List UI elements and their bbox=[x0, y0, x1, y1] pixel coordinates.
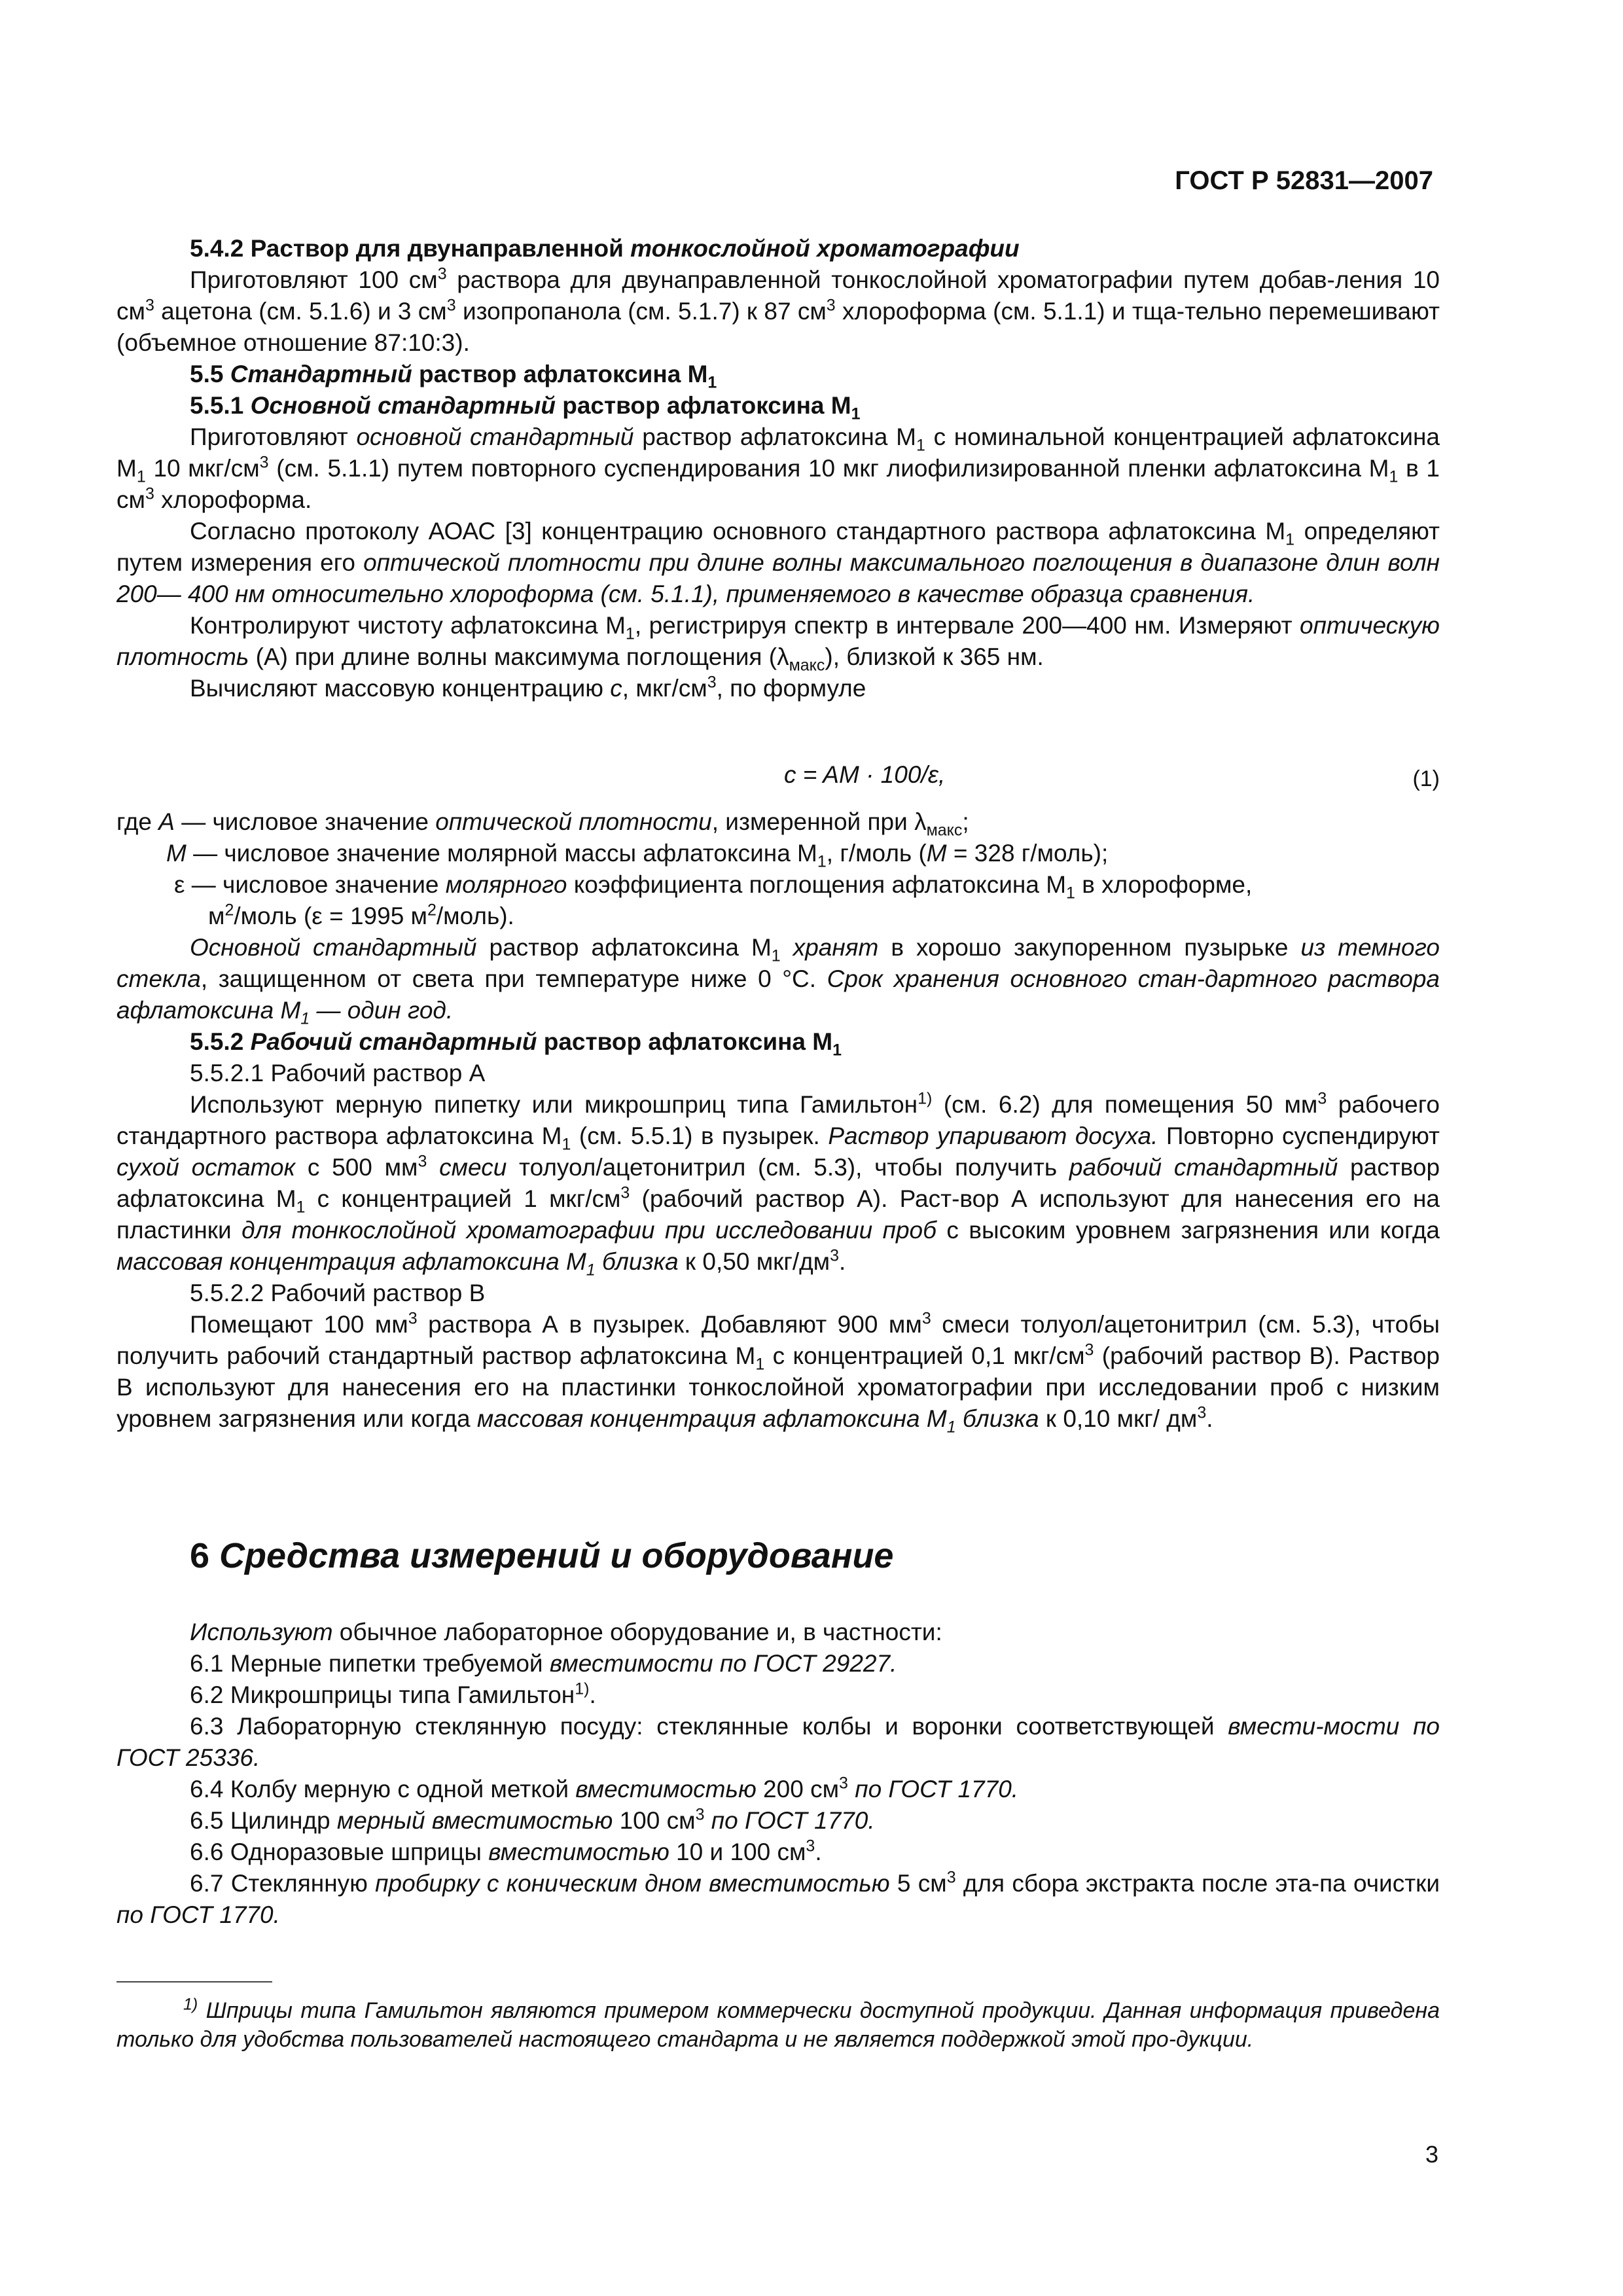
list-item: 6.7 Стеклянную пробирку с коническим дном вместимостью 5 $см^3$ для сбора экстракта после эта-па очистки по ГОСТ 1770. bbox=[116, 1868, 1440, 1928]
section-6 bbox=[116, 1617, 1440, 1931]
list-item: 6.4 Колбу мерную с одной меткой вместимостью 200 $см^3$ по ГОСТ 1770. bbox=[190, 1774, 1019, 1803]
section-heading: 5.5 Стандартный раствор афлатоксина $М_1$ bbox=[190, 361, 717, 392]
footnote: $^{1)}$ Шприцы типа Гамильтон являются примером коммерчески доступной продукции. Данная информация приведена только для удобства пользователей настоящего стандарта и не является поддержкой этой про-дукции. bbox=[116, 1995, 1440, 2052]
subsection-heading: 5.5.2.1 Рабочий раствор А bbox=[190, 1060, 486, 1086]
paragraph: Контролируют чистоту афлатоксина $М_1$, регистрируя спектр в интервале 200—400 нм. Измеряют оптическую плотность (А) при длине волны максимума поглощения $(\lambda_{макс})$, близкой к 365 нм. bbox=[116, 612, 1440, 675]
formula-expression: c = AM · 100/ε, bbox=[784, 761, 946, 788]
footnote-separator bbox=[116, 1981, 272, 1982]
paragraph: Вычисляют массовую концентрацию с, мкг/$см^3$, по формуле bbox=[190, 673, 866, 702]
legend-row-e: ε — числовое значение молярного коэффициента поглощения афлатоксина $М_1$ в хлороформе, bbox=[174, 871, 1253, 903]
list-item: 6.3 Лабораторную стеклянную посуду: стеклянные колбы и воронки соответствующей вмести-мости по ГОСТ 25336. bbox=[116, 1713, 1440, 1771]
section-heading: 5.5.1 Основной стандартный раствор афлатоксина $М_1$ bbox=[190, 392, 861, 423]
paragraph: Помещают 100 $мм^3$ раствора А в пузырек. Добавляют 900 $мм^3$ смеси толуол/ацетонитрил (см. 5.3), чтобы получить рабочий стандартный раствор афлатоксина $М_1$ с концентрацией 0,1 мкг/$см^3$ (рабочий раствор В). Раствор В используют для нанесения его на пластинки тонкослойной хроматографии при исследовании проб с низким уровнем загрязнения или когда массовая концентрация афлатоксина $М_1$ близка к 0,10 мкг/ $дм^3$. bbox=[116, 1309, 1440, 1437]
list-item: 6.1 Мерные пипетки требуемой вместимости по ГОСТ 29227. bbox=[190, 1650, 897, 1677]
paragraph: Согласно протоколу АОАС [3] концентрацию основного стандартного раствора афлатоксина $М_1$ определяют путем измерения его оптической плотности при длине волны максимального поглощения в диапазоне длин волн 200— 400 нм относительно хлороформа (см. 5.1.1), применяемого в качестве образца сравнения. bbox=[116, 518, 1440, 607]
legend-row-m: М — числовое значение молярной массы афлатоксина $М_1$, г/моль (М = 328 г/моль); bbox=[166, 840, 1109, 871]
footnote-mark: 1) bbox=[183, 1995, 198, 2014]
formula-number: (1) bbox=[1412, 766, 1440, 791]
paragraph: Приготовляют основной стандартный раствор афлатоксина $М_1$ с номинальной концентрацией афлатоксина $М_1$ 10 мкг/$см^3$ (см. 5.1.1) путем повторного суспендирования 10 мкг лиофилизированной пленки афлатоксина $М_1$ в 1 $см^3$ хлороформа. bbox=[116, 423, 1440, 513]
paragraph: Основной стандартный раствор афлатоксина $М_1$ хранят в хорошо закупоренном пузырьке из темного стекла, защищенном от света при температуре ниже 0 °С. Срок хранения основного стан-дартного раствора афлатоксина $М_1$ — один год. bbox=[116, 934, 1440, 1028]
paragraph: Приготовляют 100 $см^3$ раствора для двунаправленной тонкослойной хроматографии путем добав-ления 10 $см^3$ ацетона (см. 5.1.6) и 3 $см^3$ изопропанола (см. 5.1.7) к 87 $см^3$ хлороформа (см. 5.1.1) и тща-тельно перемешивают (объемное отношение 87:10:3). bbox=[116, 264, 1440, 356]
footnote-ref: 1) bbox=[575, 1679, 590, 1698]
document-header: ГОСТ Р 52831—2007 bbox=[1175, 166, 1433, 195]
list-item: 6.6 Одноразовые шприцы вместимостью 10 и 100 $см^3$. bbox=[190, 1837, 822, 1865]
footnote-ref: 1) bbox=[918, 1089, 933, 1108]
section-heading: 5.4.2 Раствор для двунаправленной тонкослойной хроматографии bbox=[190, 235, 1020, 262]
page-number: 3 bbox=[1425, 2141, 1438, 2168]
section-5-4-2 bbox=[116, 233, 1440, 704]
formula-1 bbox=[116, 759, 1440, 791]
legend-row-a: где А — числовое значение оптической плотности, измеренной при $\lambda_{макс}$; bbox=[116, 808, 969, 840]
paragraph: Используют мерную пипетку или микрошприц типа Гамильтон$^{1)}$ (см. 6.2) для помещения 50 $мм^3$ рабочего стандартного раствора афлатоксина $М_1$ (см. 5.5.1) в пузырек. Раствор упаривают досуха. Повторно суспендируют сухой остаток с 500 $мм^3$ смеси толуол/ацетонитрил (см. 5.3), чтобы получить рабочий стандартный раствор афлатоксина $М_1$ с концентрацией 1 мкг/$см^3$ (рабочий раствор А). Раст-вор А используют для нанесения его на пластинки для тонкослойной хроматографии при исследовании проб с высоким уровнем загрязнения или когда массовая концентрация афлатоксина $М_1$ близка к 0,50 мкг/$дм^3$. bbox=[116, 1089, 1440, 1280]
formula-legend bbox=[116, 806, 1440, 932]
legend-row-e-cont: $м^2$/моль (ε = 1995 $м^2/моль$). bbox=[208, 901, 514, 929]
section-6-heading: 6 Средства измерений и оборудование bbox=[190, 1536, 894, 1575]
subsection-heading: 5.5.2.2 Рабочий раствор В bbox=[190, 1280, 486, 1306]
section-5-5-2 bbox=[116, 932, 1440, 1435]
list-item: 6.2 Микрошприцы типа Гамильтон$^{1)}$. bbox=[190, 1679, 596, 1708]
paragraph: Используют обычное лабораторное оборудование и, в частности: bbox=[190, 1619, 942, 1645]
list-item: 6.5 Цилиндр мерный вместимостью 100 $см^3$ по ГОСТ 1770. bbox=[190, 1805, 875, 1834]
section-heading: 5.5.2 Рабочий стандартный раствор афлатоксина $М_1$ bbox=[190, 1028, 842, 1060]
